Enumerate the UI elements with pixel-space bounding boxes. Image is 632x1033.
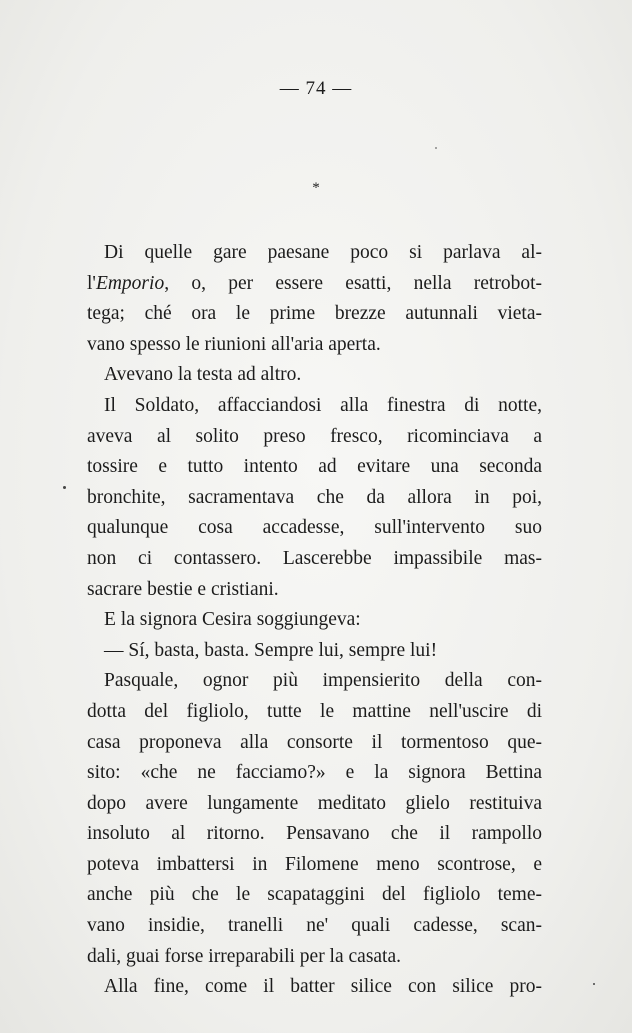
text-line: qualunque cosa accadesse, sull'intervento suo xyxy=(87,517,542,539)
body-text xyxy=(87,238,542,1003)
text-line: Di quelle gare paesane poco si parlava al- xyxy=(104,242,542,263)
text-line: non ci contassero. Lascerebbe impassibile mas- xyxy=(87,547,542,569)
text-line xyxy=(87,269,542,300)
text-line: insoluto al ritorno. Pensavano che il rampollo xyxy=(87,823,542,845)
text-line: poteva imbattersi in Filomene meno scontrose, e xyxy=(87,853,542,875)
text-line: vano spesso le riunioni all'aria aperta. xyxy=(87,333,381,355)
text-line: tossire e tutto intento ad evitare una seconda xyxy=(87,456,542,478)
text-line: vano insidie, tranelli ne' quali cadesse, scan- xyxy=(87,915,542,937)
italic-title: Emporio xyxy=(95,272,165,294)
section-separator: * xyxy=(312,180,320,196)
text-line: casa proponeva alla consorte il tormentoso que- xyxy=(87,731,542,753)
page-number: — 74 — xyxy=(279,78,353,99)
text-line: sito: «che ne facciamo?» e la signora Bettina xyxy=(87,762,542,784)
scan-speck xyxy=(63,486,66,489)
text-line: Pasquale, ognor più impensierito della con- xyxy=(104,670,542,692)
text-line: dopo avere lungamente meditato glielo restituiva xyxy=(87,792,542,814)
scan-speck xyxy=(593,983,595,985)
text-line: bronchite, sacramentava che da allora in poi, xyxy=(87,486,542,508)
text-line: dali, guai forse irreparabili per la casata. xyxy=(87,945,402,967)
text-line: — Sí, basta, basta. Sempre lui, sempre lui! xyxy=(104,639,438,661)
text-line: Alla fine, come il batter silice con silice pro- xyxy=(104,976,542,998)
text-line: tega; ché ora le prime brezze autunnali vieta- xyxy=(87,303,542,325)
text-fragment: l' xyxy=(87,272,96,294)
text-line: Avevano la testa ad altro. xyxy=(104,364,302,386)
text-line: Il Soldato, affacciandosi alla finestra di notte, xyxy=(104,394,542,416)
text-line: E la signora Cesira soggiungeva: xyxy=(104,609,361,631)
text-fragment: , o, per essere esatti, nella retrobot- xyxy=(164,272,542,294)
text-line: dotta del figliolo, tutte le mattine nell'uscire di xyxy=(87,700,542,722)
text-line: aveva al solito preso fresco, ricominciava a xyxy=(87,425,542,447)
text-line: anche più che le scapataggini del figliolo teme- xyxy=(87,884,542,906)
scan-speck xyxy=(435,147,437,149)
text-line: sacrare bestie e cristiani. xyxy=(87,578,279,600)
